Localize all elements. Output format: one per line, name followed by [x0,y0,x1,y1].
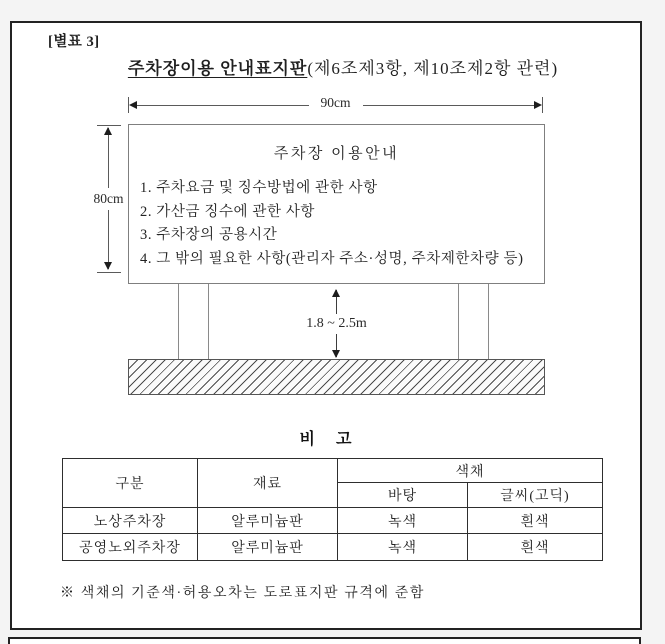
arrow-down-icon [104,262,112,270]
arrow-up-icon [104,127,112,135]
sign-board-item: 4. 그 밖의 필요한 사항(관리자 주소·성명, 주차제한차량 등) [140,250,524,267]
cell-background-color: 녹색 [338,508,468,534]
dimension-extension-line [542,97,543,113]
arrow-right-icon [534,101,542,109]
cell-material: 알루미늄판 [198,508,338,534]
sign-board-item-list [140,177,544,271]
spec-table [62,458,603,561]
sign-board-item: 1. 주차요금 및 징수방법에 관한 사항 [140,180,378,196]
document-title [10,54,642,79]
width-dimension [128,97,543,113]
note-section-heading: 비 고 [299,431,353,448]
next-annex-frame [8,637,641,644]
ground-hatch [128,359,545,395]
cell-category: 공영노외주차장 [63,534,198,561]
sign-board [128,124,545,284]
col-header-color: 색채 [338,459,603,483]
sign-post-right [458,284,489,360]
sign-post-left [178,284,209,360]
table-row [63,508,603,534]
height-dimension [95,124,122,273]
sign-board-item: 2. 가산금 징수에 관한 사항 [140,203,316,220]
col-header-text-color: 글씨(고딕) [468,483,603,508]
clearance-dimension [306,288,367,359]
document-title-main: 주차장이용 안내표지판 [127,59,308,78]
cell-category: 노상주차장 [63,508,198,534]
width-dimension-label: 90cm [320,95,351,110]
table-row [63,534,603,561]
clearance-dimension-label: 1.8 ~ 2.5m [298,314,374,334]
height-dimension-label: 80cm [93,188,125,210]
dimension-line [137,105,309,106]
annex-number-label: [별표 3] [48,34,100,50]
sign-board-heading: 주차장 이용안내 [273,146,400,162]
cell-material: 알루미늄판 [198,534,338,561]
cell-background-color: 녹색 [338,534,468,561]
col-header-background-color: 바탕 [338,483,468,508]
arrow-up-icon [332,289,340,297]
arrow-down-icon [332,350,340,358]
col-header-material: 재료 [198,459,338,508]
document-title-related-articles: (제6조제3항, 제10조제2항 관련) [307,59,559,78]
sign-board-item: 3. 주차장의 공용시간 [140,227,278,243]
dimension-line [363,105,535,106]
dimension-extension-line [97,125,121,126]
color-standard-footnote: ※ 색채의 기준색·허용오차는 도로표지판 규격에 준함 [60,586,425,601]
cell-text-color: 흰색 [468,534,603,561]
cell-text-color: 흰색 [468,508,603,534]
arrow-left-icon [129,101,137,109]
dimension-extension-line [97,272,121,273]
col-header-category: 구분 [63,459,198,508]
